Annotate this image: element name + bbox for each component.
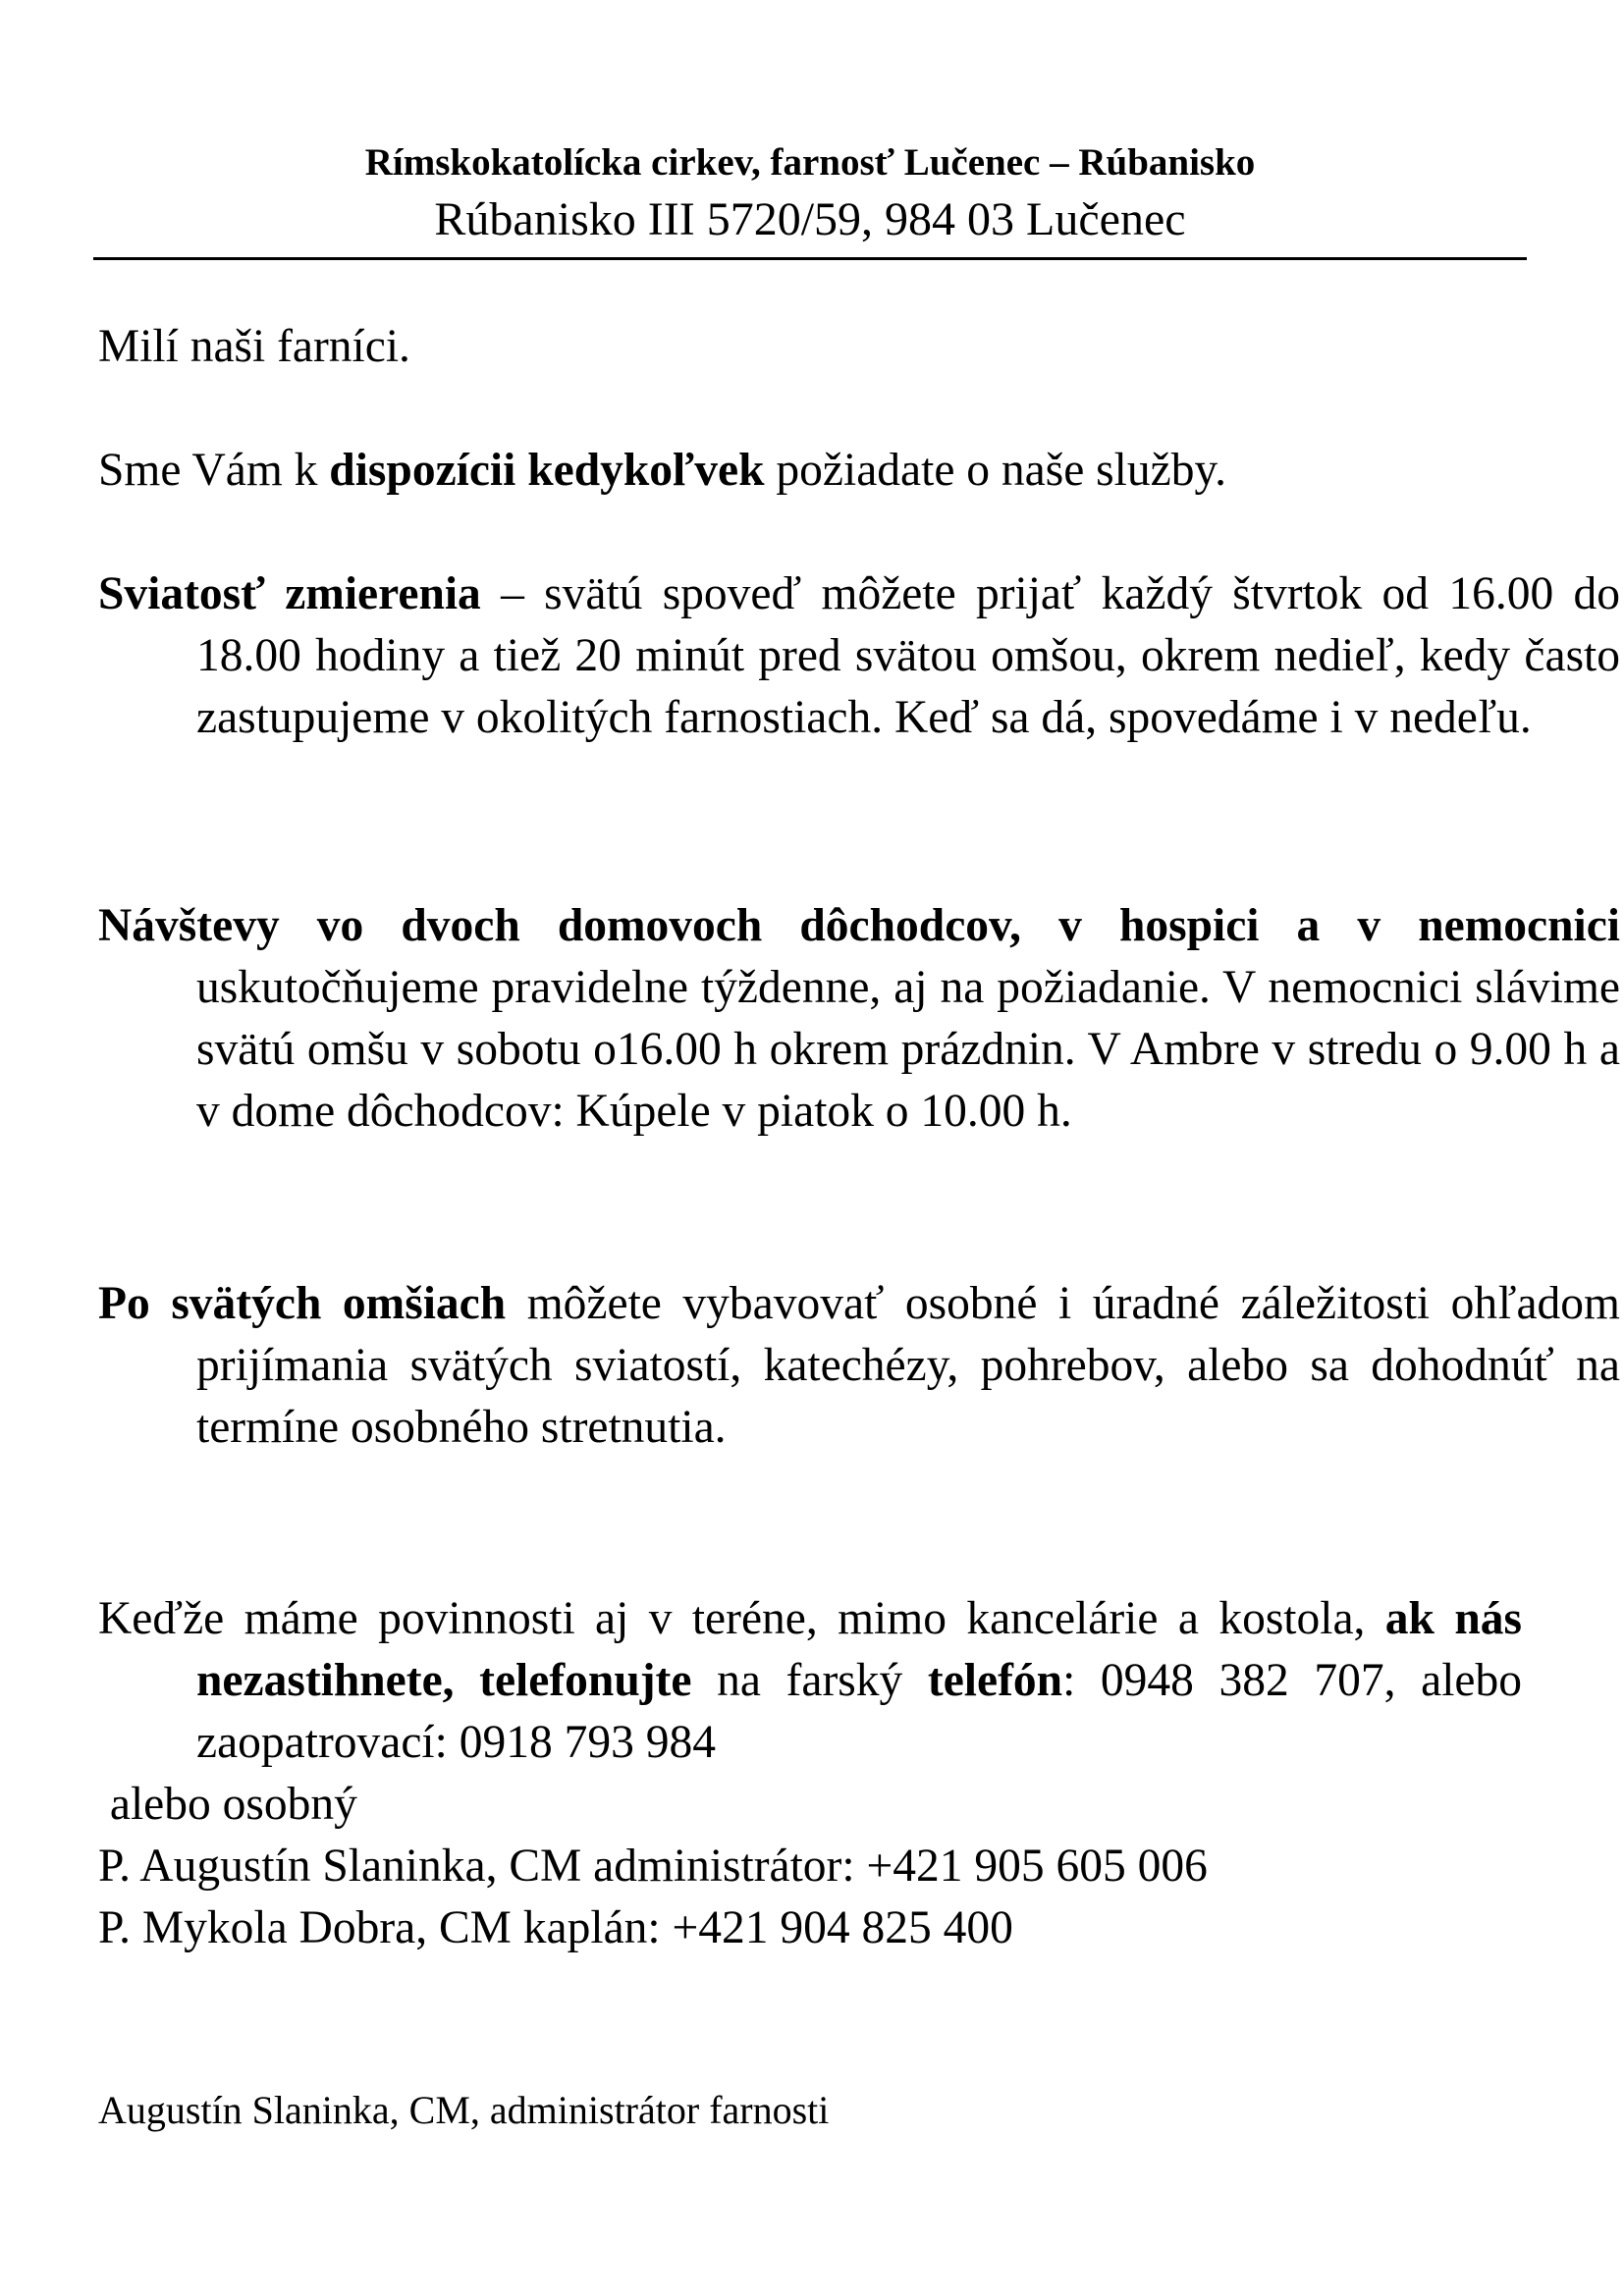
contact-call-emphasis: ak nás nezastihnete, telefonujte	[196, 1593, 1523, 1706]
contact-phone-label: telefón	[927, 1655, 1063, 1706]
confession-paragraph	[98, 563, 1620, 749]
parish-address: Rúbanisko III 5720/59, 984 03 Lučenec	[434, 193, 1186, 245]
confession-text: – svätú spoveď môžete prijať každý štvrtok od 16.00 do 18.00 hodiny a tiež 20 minút pred svätou omšou, okrem nedieľ, kedy často zastupujeme v okolitých farnostiach. Keď sa dá, spovedáme i v nedeľu.	[196, 568, 1620, 743]
visits-text: uskutočňujeme pravidelne týždenne, aj na požiadanie. V nemocnici slávime svätú omšu v sobotu o16.00 h okrem prázdnin. V Ambre v stredu o 9.00 h a v dome dôchodcov: Kúpele v piatok o 10.00 h.	[196, 962, 1620, 1137]
letterhead	[93, 135, 1527, 249]
availability-text-end: požiadate o naše služby.	[764, 445, 1226, 496]
availability-emphasis: dispozícii kedykoľvek	[329, 445, 765, 496]
after-mass-title: Po svätých omšiach	[98, 1278, 507, 1329]
confession-title: Sviatosť zmierenia	[98, 568, 481, 619]
parish-name: Rímskokatolícka cirkev, farnosť Lučenec – Rúbanisko	[364, 141, 1256, 184]
after-mass-text: môžete vybavovať osobné i úradné záležitosti ohľadom prijímania svätých sviatostí, katechézy, pohrebov, alebo sa dohodnúť na termíne osobného stretnutia.	[196, 1278, 1620, 1453]
header-divider	[93, 257, 1527, 260]
after-mass-paragraph	[98, 1273, 1620, 1459]
visits-title: Návštevy vo dvoch domovoch dôchodcov, v hospici a v nemocnici	[98, 900, 1620, 951]
contact-paragraph	[98, 1588, 1522, 1774]
contact-administrator: P. Augustín Slaninka, CM administrátor: +421 905 605 006	[98, 1841, 1208, 1892]
availability-paragraph	[98, 440, 1522, 502]
visits-paragraph	[98, 895, 1620, 1143]
contact-intro: Keďže máme povinnosti aj v teréne, mimo kancelárie a kostola,	[98, 1593, 1385, 1644]
signature: Augustín Slaninka, CM, administrátor farnosti	[98, 2088, 830, 2132]
contact-chaplain: P. Mykola Dobra, CM kaplán: +421 904 825 400	[98, 1902, 1013, 1953]
contact-or-personal: alebo osobný	[98, 1779, 357, 1830]
contact-section	[98, 1588, 1522, 1959]
greeting: Milí naši farníci.	[98, 321, 410, 372]
contact-mid: na farský	[691, 1655, 928, 1706]
availability-text-start: Sme Vám k	[98, 445, 330, 496]
contact-phone-numbers: : 0948 382 707, alebo zaopatrovací: 0918 793 984	[196, 1655, 1523, 1768]
